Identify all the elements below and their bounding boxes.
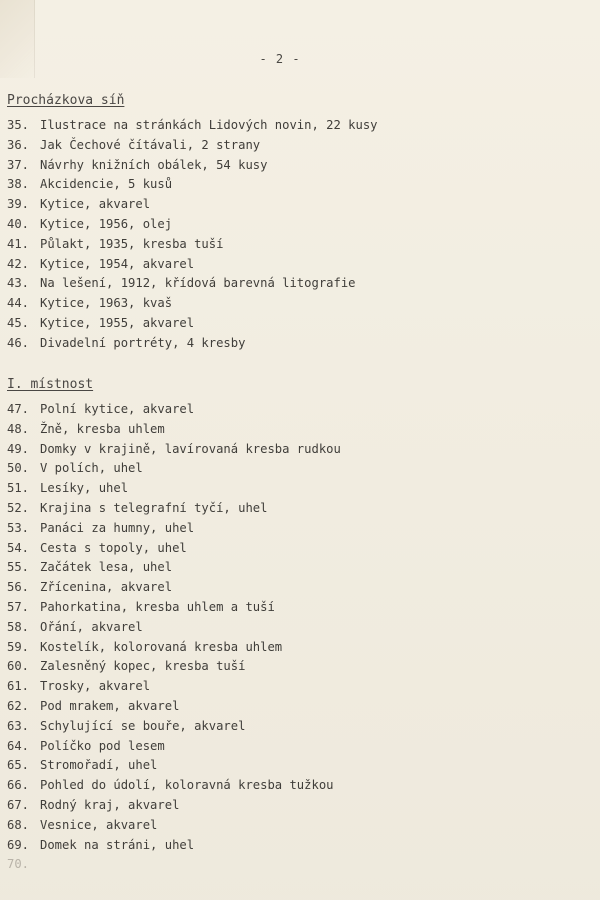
- item-number: 64.: [7, 738, 30, 753]
- item-number: 69.: [7, 837, 30, 852]
- item-description: Návrhy knižních obálek, 54 kusy: [40, 157, 268, 172]
- item-number: 52.: [7, 500, 30, 515]
- list-item: [7, 215, 567, 235]
- item-description: Ilustrace na stránkách Lidových novin, 22 kusy: [40, 118, 378, 132]
- list-item: [7, 479, 567, 499]
- list-item: [7, 756, 567, 776]
- list-item: [7, 737, 567, 757]
- item-number: 46.: [7, 335, 30, 350]
- list-item: [7, 558, 567, 578]
- item-number: 42.: [7, 256, 30, 271]
- item-description: Akcidencie, 5 kusů: [40, 177, 173, 192]
- item-number: 36.: [7, 137, 30, 152]
- item-number: 39.: [7, 197, 30, 212]
- item-number: 37.: [7, 157, 30, 172]
- list-item: [7, 420, 567, 440]
- item-number: 68.: [7, 817, 30, 832]
- item-description: Krajina s telegrafní tyčí, uhel: [40, 500, 268, 515]
- list-item: [7, 499, 567, 519]
- item-description: Schylující se bouře, akvarel: [40, 718, 246, 733]
- item-description: Cesta s topoly, uhel: [40, 540, 187, 555]
- list-item: [7, 836, 567, 856]
- item-number: 50.: [7, 461, 30, 476]
- item-number: 67.: [7, 797, 30, 812]
- list-item: [7, 578, 567, 598]
- list-item: [7, 697, 567, 717]
- item-number: 51.: [7, 481, 30, 496]
- list-item: [7, 294, 567, 314]
- item-number: 59.: [7, 639, 30, 654]
- entry-list-i-mistnost: [7, 400, 567, 875]
- item-description: Začátek lesa, uhel: [40, 560, 173, 575]
- item-number: 61.: [7, 679, 30, 694]
- item-number: 49.: [7, 441, 30, 456]
- list-item: [7, 195, 567, 215]
- item-description: Půlakt, 1935, kresba tuší: [40, 236, 224, 251]
- item-number: 56.: [7, 580, 30, 595]
- list-item: [7, 717, 567, 737]
- item-number: 44.: [7, 296, 30, 311]
- list-item: [7, 796, 567, 816]
- page-corner-fold: [0, 0, 35, 78]
- item-description: Polní kytice, akvarel: [40, 402, 195, 416]
- item-number: 70.: [7, 857, 30, 872]
- item-description: Na lešení, 1912, křídová barevná litografie: [40, 276, 356, 291]
- list-item: [7, 334, 567, 354]
- list-item: [7, 274, 567, 294]
- item-number: 54.: [7, 540, 30, 555]
- item-number: 41.: [7, 236, 30, 251]
- item-description: Pahorkatina, kresba uhlem a tuší: [40, 599, 275, 614]
- list-item: [7, 400, 567, 420]
- item-number: 53.: [7, 520, 30, 535]
- list-item: [7, 618, 567, 638]
- item-description: Domky v krajině, lavírovaná kresba rudkou: [40, 441, 341, 456]
- page-number: - 2 -: [259, 52, 301, 66]
- item-description: Rodný kraj, akvarel: [40, 797, 180, 812]
- list-item: [7, 816, 567, 836]
- item-number: 65.: [7, 758, 30, 773]
- list-item: [7, 638, 567, 658]
- item-description: Žně, kresba uhlem: [40, 421, 165, 436]
- item-description: Domek na stráni, uhel: [40, 837, 195, 852]
- list-item: [7, 598, 567, 618]
- item-description: Kytice, 1955, akvarel: [40, 315, 195, 330]
- list-item: [7, 657, 567, 677]
- item-description: Zalesněný kopec, kresba tuší: [40, 659, 246, 674]
- item-number: 38.: [7, 177, 30, 192]
- list-item: [7, 539, 567, 559]
- item-description: Vesnice, akvarel: [40, 817, 158, 832]
- item-number: 58.: [7, 619, 30, 634]
- list-item: [7, 156, 567, 176]
- item-description: Pohled do údolí, koloravná kresba tužkou: [40, 778, 334, 793]
- item-description: Stromořadí, uhel: [40, 758, 158, 773]
- item-number: 43.: [7, 276, 30, 291]
- item-number: 48.: [7, 421, 30, 436]
- list-item: [7, 677, 567, 697]
- item-description: Pod mrakem, akvarel: [40, 698, 180, 713]
- item-number: 63.: [7, 718, 30, 733]
- list-item: [7, 519, 567, 539]
- section-heading-i-mistnost: I. místnost: [7, 377, 94, 392]
- item-number: 55.: [7, 560, 30, 575]
- item-description: Kytice, 1963, kvaš: [40, 296, 173, 311]
- list-item: [7, 440, 567, 460]
- item-description: Políčko pod lesem: [40, 738, 165, 753]
- item-number: 35.: [7, 118, 30, 132]
- item-number: 47.: [7, 402, 30, 416]
- entry-list-prochazkova-sin: [7, 116, 567, 354]
- item-description: Kytice, 1954, akvarel: [40, 256, 195, 271]
- item-description: V polích, uhel: [40, 461, 143, 476]
- item-number: 40.: [7, 216, 30, 231]
- item-description: Trosky, akvarel: [40, 679, 151, 694]
- list-item: [7, 255, 567, 275]
- item-number: 66.: [7, 778, 30, 793]
- item-number: 60.: [7, 659, 30, 674]
- list-item: [7, 855, 567, 875]
- list-item: [7, 314, 567, 334]
- list-item: [7, 235, 567, 255]
- item-number: 45.: [7, 315, 30, 330]
- list-item: [7, 459, 567, 479]
- item-number: 57.: [7, 599, 30, 614]
- item-description: Jak Čechové čítávali, 2 strany: [40, 137, 261, 152]
- list-item: [7, 175, 567, 195]
- list-item: [7, 136, 567, 156]
- item-description: Zřícenina, akvarel: [40, 580, 173, 595]
- item-description: Kytice, 1956, olej: [40, 216, 173, 231]
- item-description: Panáci za humny, uhel: [40, 520, 195, 535]
- item-description: Kytice, akvarel: [40, 197, 151, 212]
- item-description: Divadelní portréty, 4 kresby: [40, 335, 246, 350]
- section-heading-prochazkova-sin: Procházkova síň: [7, 93, 125, 108]
- item-description: Lesíky, uhel: [40, 481, 129, 496]
- item-number: 62.: [7, 698, 30, 713]
- item-description: Kostelík, kolorovaná kresba uhlem: [40, 639, 283, 654]
- item-description: Ořání, akvarel: [40, 619, 143, 634]
- list-item: [7, 116, 567, 136]
- list-item: [7, 776, 567, 796]
